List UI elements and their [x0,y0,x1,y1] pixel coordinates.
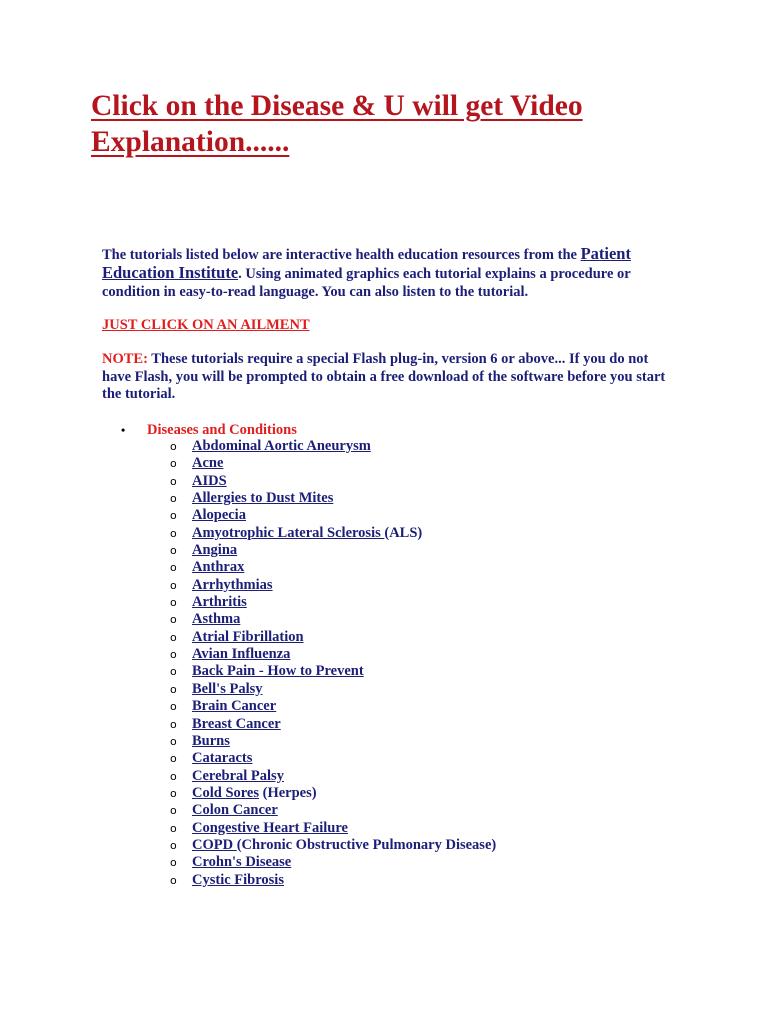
circle-bullet-icon: o [170,440,177,453]
disease-link[interactable]: Burns [192,732,230,749]
disease-suffix: (ALS) [384,524,423,541]
circle-bullet-icon: o [170,838,177,852]
circle-bullet-icon: o [170,613,177,627]
list-item [121,716,721,733]
circle-bullet-icon: o [170,578,177,592]
disease-link[interactable]: Colon Cancer [192,802,278,819]
list-item [121,802,721,819]
disease-link[interactable]: Abdominal Aortic Aneurysm [192,438,371,454]
just-click-notice: JUST CLICK ON AN AILMENT [102,317,310,333]
disease-link[interactable]: Atrial Fibrillation [192,628,304,645]
disease-link[interactable]: Breast Cancer [192,715,281,732]
circle-bullet-icon: o [170,648,177,662]
circle-bullet-icon: o [170,492,177,506]
disease-link[interactable]: Cystic Fibrosis [192,871,284,888]
circle-bullet-icon: o [170,804,177,818]
list-item [121,768,721,785]
list-item [121,733,721,750]
disease-suffix: (Herpes) [259,784,317,801]
circle-bullet-icon: o [170,786,177,800]
list-item [121,872,721,889]
list-item [121,837,721,854]
note-text: These tutorials require a special Flash plug-in, version 6 or above... If you do not have Flash, you will be prompted to obtain a free download of the software before you start the tutorial. [102,351,666,402]
disease-link[interactable]: Brain Cancer [192,698,277,715]
disease-row-text [192,525,422,542]
disease-link[interactable]: Angina [192,542,238,559]
list-item [121,646,721,663]
list-item [121,455,721,472]
disease-link[interactable]: Acne [192,455,224,472]
list-item [121,698,721,715]
circle-bullet-icon: o [170,630,177,644]
circle-bullet-icon: o [170,509,177,523]
list-item [121,507,721,524]
list-item [121,785,721,802]
page-heading: Click on the Disease & U will get Video Explanation...... [91,90,583,158]
circle-bullet-icon: o [170,873,177,887]
circle-bullet-icon: o [170,544,177,558]
list-item [121,750,721,767]
list-item [121,629,721,646]
disease-link[interactable]: Cold Sores [192,784,260,801]
disease-row-text [192,837,496,854]
list-item [121,490,721,507]
disease-link[interactable]: Bell's Palsy [192,680,263,697]
diseases-section [121,421,721,888]
intro-text-after: . Using animated graphics each tutorial explains a procedure or condition in easy-to-read language. You can also listen to the tutorial. [102,266,631,300]
section-header [121,421,721,439]
disease-list [121,438,721,889]
list-item [121,525,721,542]
list-item [121,473,721,490]
circle-bullet-icon: o [170,821,177,835]
circle-bullet-icon: o [170,700,177,714]
disease-link[interactable]: Arrhythmias [192,576,273,593]
disease-link[interactable]: Asthma [192,611,241,628]
list-item [121,681,721,698]
circle-bullet-icon: o [170,734,177,748]
disease-link[interactable]: Avian Influenza [192,646,291,663]
disease-link[interactable]: Back Pain - How to Prevent [192,663,364,680]
list-item [121,559,721,576]
disease-link[interactable]: AIDS [192,472,227,489]
disease-link[interactable]: Allergies to Dust Mites [192,490,334,507]
circle-bullet-icon: o [170,474,177,488]
intro-text-before: The tutorials listed below are interactive health education resources from the [102,247,581,263]
disease-row-text [192,785,317,802]
disease-link[interactable]: Cerebral Palsy [192,767,284,784]
list-item [121,820,721,837]
list-item [121,577,721,594]
disease-link[interactable]: Arthritis [192,594,247,611]
list-item [121,611,721,628]
list-item [121,854,721,871]
disease-link[interactable]: Amyotrophic Lateral Sclerosis [192,524,385,541]
note-paragraph [102,351,672,404]
disease-link[interactable]: Crohn's Disease [192,854,292,871]
disease-link[interactable]: Alopecia [192,507,246,524]
note-label: NOTE: [102,351,148,367]
circle-bullet-icon: o [170,682,177,696]
circle-bullet-icon: o [170,769,177,783]
list-item [121,594,721,611]
list-item [121,438,721,455]
section-title: Diseases and Conditions [147,422,297,438]
list-item [121,542,721,559]
circle-bullet-icon: o [170,526,177,540]
circle-bullet-icon: o [170,856,177,870]
circle-bullet-icon: o [170,561,177,575]
list-item [121,663,721,680]
disease-link[interactable]: COPD [192,836,237,853]
intro-paragraph [102,245,672,301]
circle-bullet-icon: o [170,665,177,679]
circle-bullet-icon: o [170,596,177,610]
bullet-icon: • [121,423,126,437]
disease-link[interactable]: Anthrax [192,559,245,576]
circle-bullet-icon: o [170,752,177,766]
disease-suffix: (Chronic Obstructive Pulmonary Disease) [236,836,497,853]
disease-link[interactable]: Cataracts [192,750,253,767]
patient-education-institute-link[interactable]: Patient Education Institute [102,244,631,282]
circle-bullet-icon: o [170,457,177,471]
disease-link[interactable]: Congestive Heart Failure [192,819,348,836]
circle-bullet-icon: o [170,717,177,731]
